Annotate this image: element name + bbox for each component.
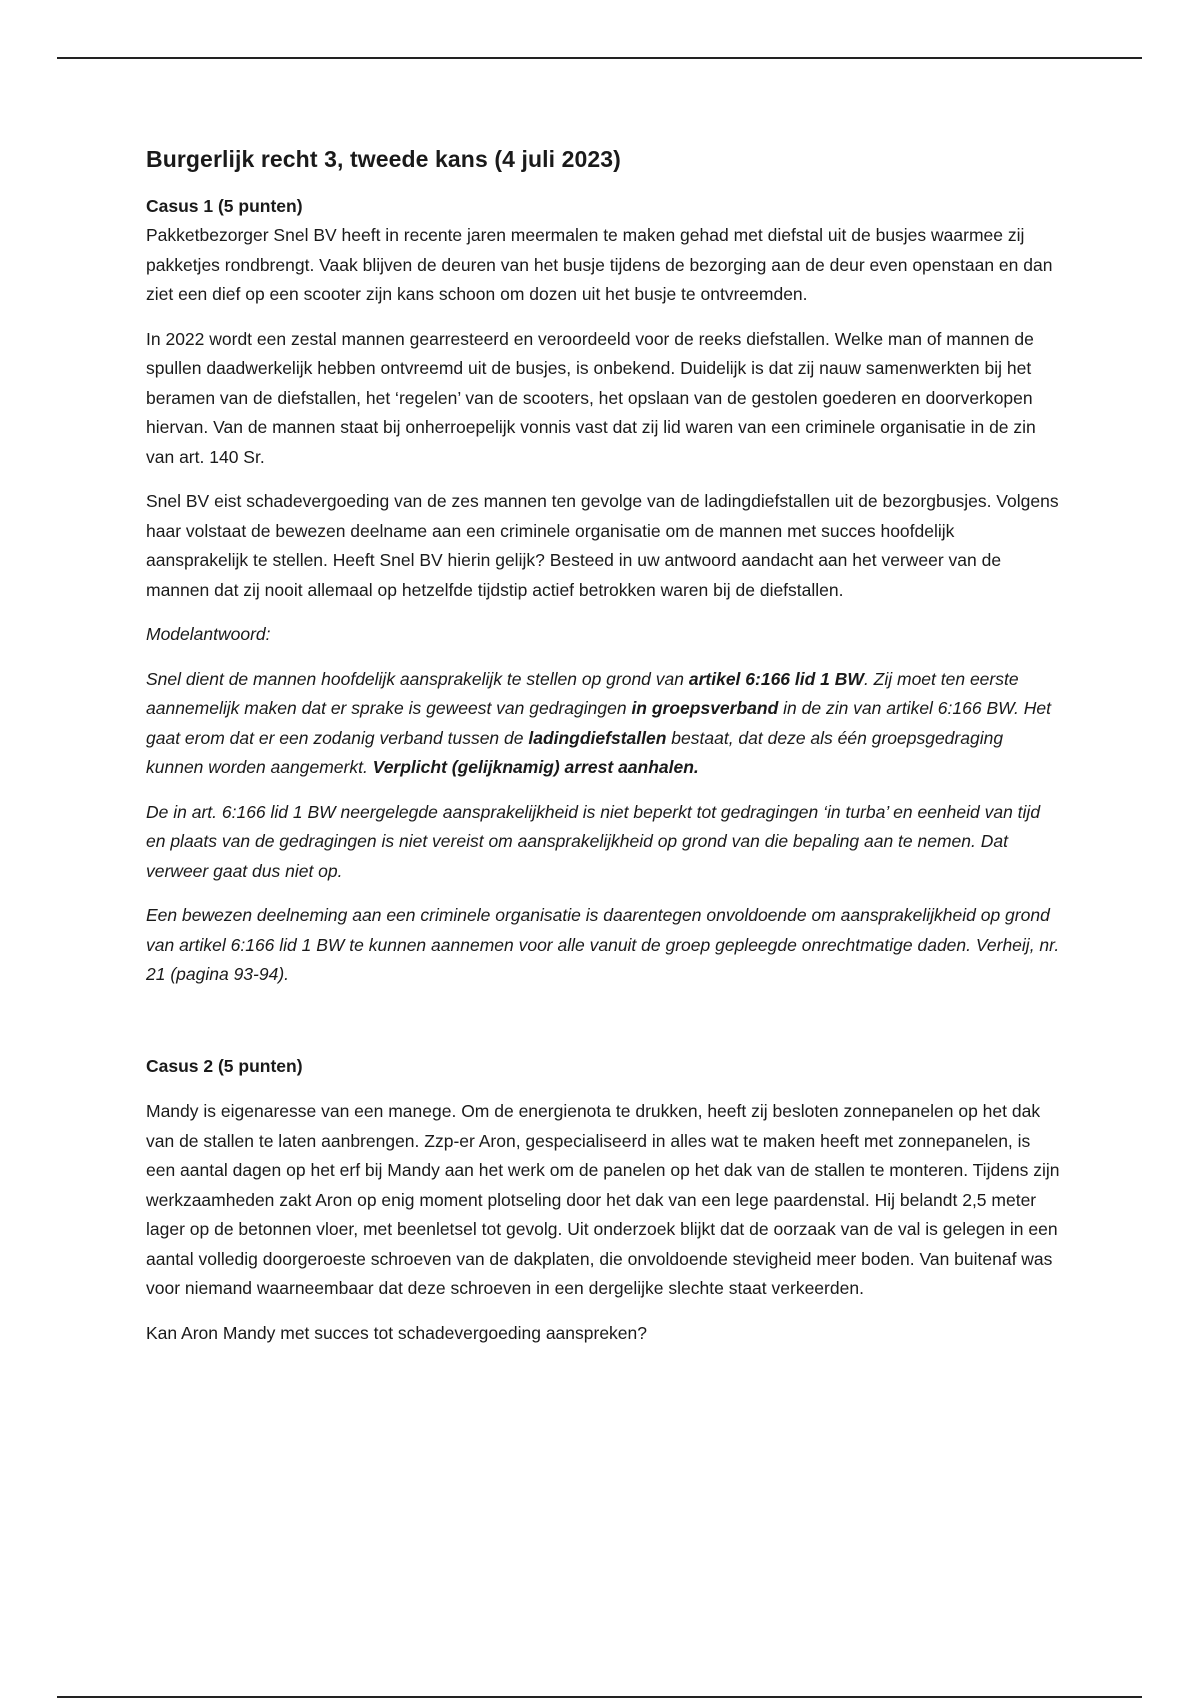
casus-2-question: Kan Aron Mandy met succes tot schadevergoeding aanspreken? xyxy=(146,1322,648,1343)
bottom-rule xyxy=(57,1696,1142,1698)
section-spacer xyxy=(146,1005,1061,1052)
casus-1-paragraph-1: Pakketbezorger Snel BV heeft in recente jaren meermalen te maken gehad met diefstal uit de busjes waarmee zij pakketjes rondbrengt. Vaak blijven de deuren van het busje tijdens de bezorging aan de deur even openstaan en dan ziet een dief op een scooter zijn kans schoon om dozen uit het busje te ontvreemden. xyxy=(146,225,1053,305)
model-bold-2: in groepsverband xyxy=(631,698,779,719)
model-text-2: . Zij moet ten eerste aannemelijk maken dat er sprake is geweest van gedragingen xyxy=(146,668,1019,719)
model-text-1: Snel dient de mannen hoofdelijk aansprakelijk te stellen op grond van xyxy=(146,668,689,689)
model-answer-label: Modelantwoord: xyxy=(146,624,271,645)
casus-1-paragraph-2: In 2022 wordt een zestal mannen gearresteerd en veroordeeld voor de reeks diefstallen. Welke man of mannen de spullen daadwerkelijk hebben ontvreemd uit de busjes, is onbekend. Duidelijk is dat zij nauw samenwerkten bij het beramen van de diefstallen, het ‘regelen’ van de scooters, het opslaan van de gestolen goederen en doorverkopen hiervan. Van de mannen staat bij onherroepelijk vonnis vast dat zij lid waren van een criminele organisatie in de zin van art. 140 Sr. xyxy=(146,328,1036,467)
top-rule xyxy=(57,57,1142,59)
model-bold-3: ladingdiefstallen xyxy=(528,727,667,748)
casus-2-paragraph-1: Mandy is eigenaresse van een manege. Om de energienota te drukken, heeft zij besloten zonnepanelen op het dak van de stallen te laten aanbrengen. Zzp-er Aron, gespecialiseerd in alles wat te maken heeft met zonnepanelen, is een aantal dagen op het erf bij Mandy aan het werk om de panelen op het dak van de stallen te monteren. Tijdens zijn werkzaamheden zakt Aron op enig moment plotseling door het dak van een lege paardenstal. Hij belandt 2,5 meter lager op de betonnen vloer, met beenletsel tot gevolg. Uit onderzoek blijkt dat de oorzaak van de val is gelegen in een aantal volledig doorgeroeste schroeven van de dakplaten, die onvoldoende stevigheid meer boden. Van buitenaf was voor niemand waarneembaar dat deze schroeven in een dergelijke slechte staat verkeerden. xyxy=(146,1101,1060,1299)
model-answer-paragraph-2: De in art. 6:166 lid 1 BW neergelegde aansprakelijkheid is niet beperkt tot gedragingen ‘in turba’ en eenheid van tijd en plaats van de gedragingen is niet vereist om aansprakelijkheid op grond van die bepaling aan te nemen. Dat verweer gaat dus niet op. xyxy=(146,801,1041,881)
model-text-4: bestaat, dat deze als één groepsgedraging kunnen worden aangemerkt. xyxy=(146,727,1004,778)
model-answer-paragraph-3: Een bewezen deelneming aan een criminele organisatie is daarentegen onvoldoende om aansprakelijkheid op grond van artikel 6:166 lid 1 BW te kunnen aannemen voor alle vanuit de groep gepleegde onrechtmatige daden. Verheij, nr. 21 (pagina 93-94). xyxy=(146,905,1060,985)
model-bold-4: Verplicht (gelijknamig) arrest aanhalen. xyxy=(372,757,699,778)
model-text-3: in de zin van artikel 6:166 BW. Het gaat erom dat er een zodanig verband tussen de xyxy=(146,698,1051,748)
casus-1-heading: Casus 1 (5 punten) xyxy=(146,195,303,216)
document-body xyxy=(146,145,1061,1363)
casus-1-paragraph-3: Snel BV eist schadevergoeding van de zes mannen ten gevolge van de ladingdiefstallen uit de bezorgbusjes. Volgens haar volstaat de bewezen deelname aan een criminele organisatie om de mannen met succes hoofdelijk aansprakelijk te stellen. Heeft Snel BV hierin gelijk? Besteed in uw antwoord aandacht aan het verweer van de mannen dat zij nooit allemaal op hetzelfde tijdstip actief betrokken waren bij de diefstallen. xyxy=(146,491,1059,600)
model-bold-1: artikel 6:166 lid 1 BW xyxy=(688,668,864,689)
document-title: Burgerlijk recht 3, tweede kans (4 juli 2023) xyxy=(146,146,621,172)
casus-2-heading: Casus 2 (5 punten) xyxy=(146,1055,303,1076)
model-answer-paragraph-1 xyxy=(146,665,1061,783)
